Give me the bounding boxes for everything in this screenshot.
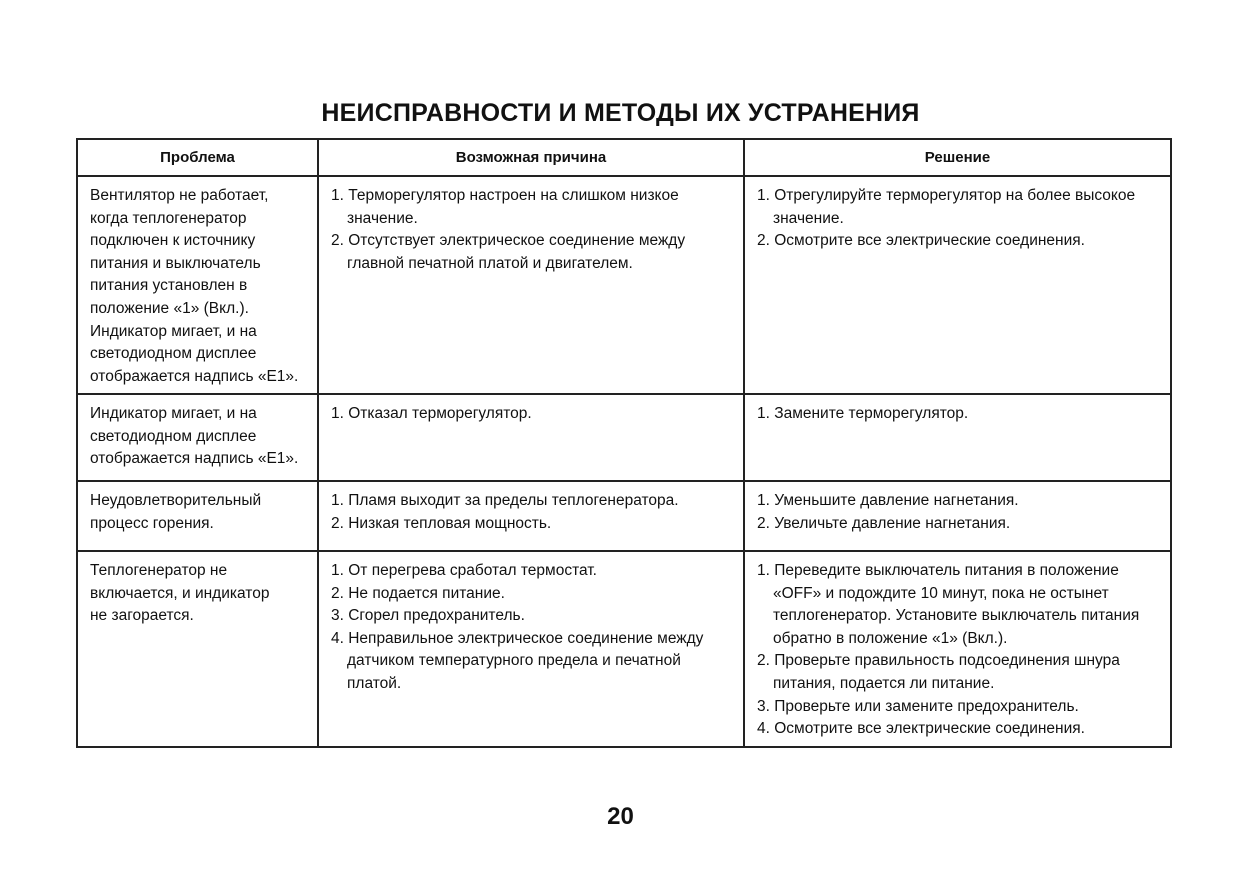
cause-item: 1. Отказал терморегулятор. <box>331 405 532 422</box>
cause-list <box>331 560 737 696</box>
solution-item: 3. Проверьте или замените предохранитель. <box>757 697 1079 715</box>
problem-cell <box>77 481 318 551</box>
cause-cell <box>318 481 744 551</box>
problem-text: Вентилятор не работает, когда теплогенератор подключен к источнику питания и выключатель питания установлен в положение «1» (Вкл.). Индикатор мигает, и на светодиодном дисплее отображается надпись «E1». <box>90 187 299 385</box>
cause-list <box>331 185 737 275</box>
cause-item: 3. Сгорел предохранитель. <box>331 607 525 625</box>
table-header-row <box>77 139 1171 176</box>
cause-item: 4. Неправильное электрическое соединение между датчиком температурного предела и печатной платой. <box>331 629 704 692</box>
solution-item: 2. Осмотрите все электрические соединения. <box>757 232 1085 250</box>
solution-cell <box>744 394 1171 481</box>
cause-cell <box>318 551 744 747</box>
solution-item: 4. Осмотрите все электрические соединения. <box>757 720 1085 738</box>
cause-cell <box>318 176 744 394</box>
header-cause: Возможная причина <box>318 139 744 176</box>
solution-cell <box>744 481 1171 551</box>
solution-list <box>757 490 1164 535</box>
problem-text: Теплогенератор не включается, и индикатор не загорается. <box>90 562 270 625</box>
problem-cell <box>77 176 318 394</box>
solution-list <box>757 560 1164 741</box>
cause-item: 2. Низкая тепловая мощность. <box>331 514 552 532</box>
cause-item: 2. Отсутствует электрическое соединение между главной печатной платой и двигателем. <box>331 232 686 272</box>
page-title: НЕИСПРАВНОСТИ И МЕТОДЫ ИХ УСТРАНЕНИЯ <box>321 99 920 127</box>
cause-item: 1. Терморегулятор настроен на слишком низкое значение. <box>331 187 679 227</box>
cause-list <box>331 490 737 535</box>
table-row <box>77 394 1171 481</box>
solution-item: 1. Замените терморегулятор. <box>757 405 969 422</box>
problem-text: Неудовлетворительный процесс горения. <box>90 492 262 532</box>
solution-item: 1. Переведите выключатель питания в положение «OFF» и подождите 10 минут, пока не остынет теплогенератор. Установите выключатель питания обратно в положение «1» (Вкл.). <box>757 562 1140 647</box>
solution-item: 1. Уменьшите давление нагнетания. <box>757 492 1019 509</box>
cause-item: 1. От перегрева сработал термостат. <box>331 562 597 579</box>
header-solution: Решение <box>744 139 1171 176</box>
solution-cell <box>744 176 1171 394</box>
solution-list <box>757 403 1164 426</box>
cause-cell <box>318 394 744 481</box>
solution-item: 2. Увеличьте давление нагнетания. <box>757 514 1011 532</box>
cause-item: 1. Пламя выходит за пределы теплогенератора. <box>331 492 679 509</box>
troubleshooting-table <box>76 138 1172 748</box>
problem-cell <box>77 394 318 481</box>
cause-item: 2. Не подается питание. <box>331 584 505 602</box>
problem-text: Индикатор мигает, и на светодиодном дисплее отображается надпись «E1». <box>90 405 299 468</box>
solution-item: 1. Отрегулируйте терморегулятор на более высокое значение. <box>757 187 1136 227</box>
solution-cell <box>744 551 1171 747</box>
table-row <box>77 551 1171 747</box>
problem-cell <box>77 551 318 747</box>
solution-item: 2. Проверьте правильность подсоединения шнура питания, подается ли питание. <box>757 652 1120 692</box>
solution-list <box>757 185 1164 253</box>
header-problem: Проблема <box>77 139 318 176</box>
table-row <box>77 176 1171 394</box>
page-number: 20 <box>607 803 634 830</box>
table-row <box>77 481 1171 551</box>
cause-list <box>331 403 737 426</box>
